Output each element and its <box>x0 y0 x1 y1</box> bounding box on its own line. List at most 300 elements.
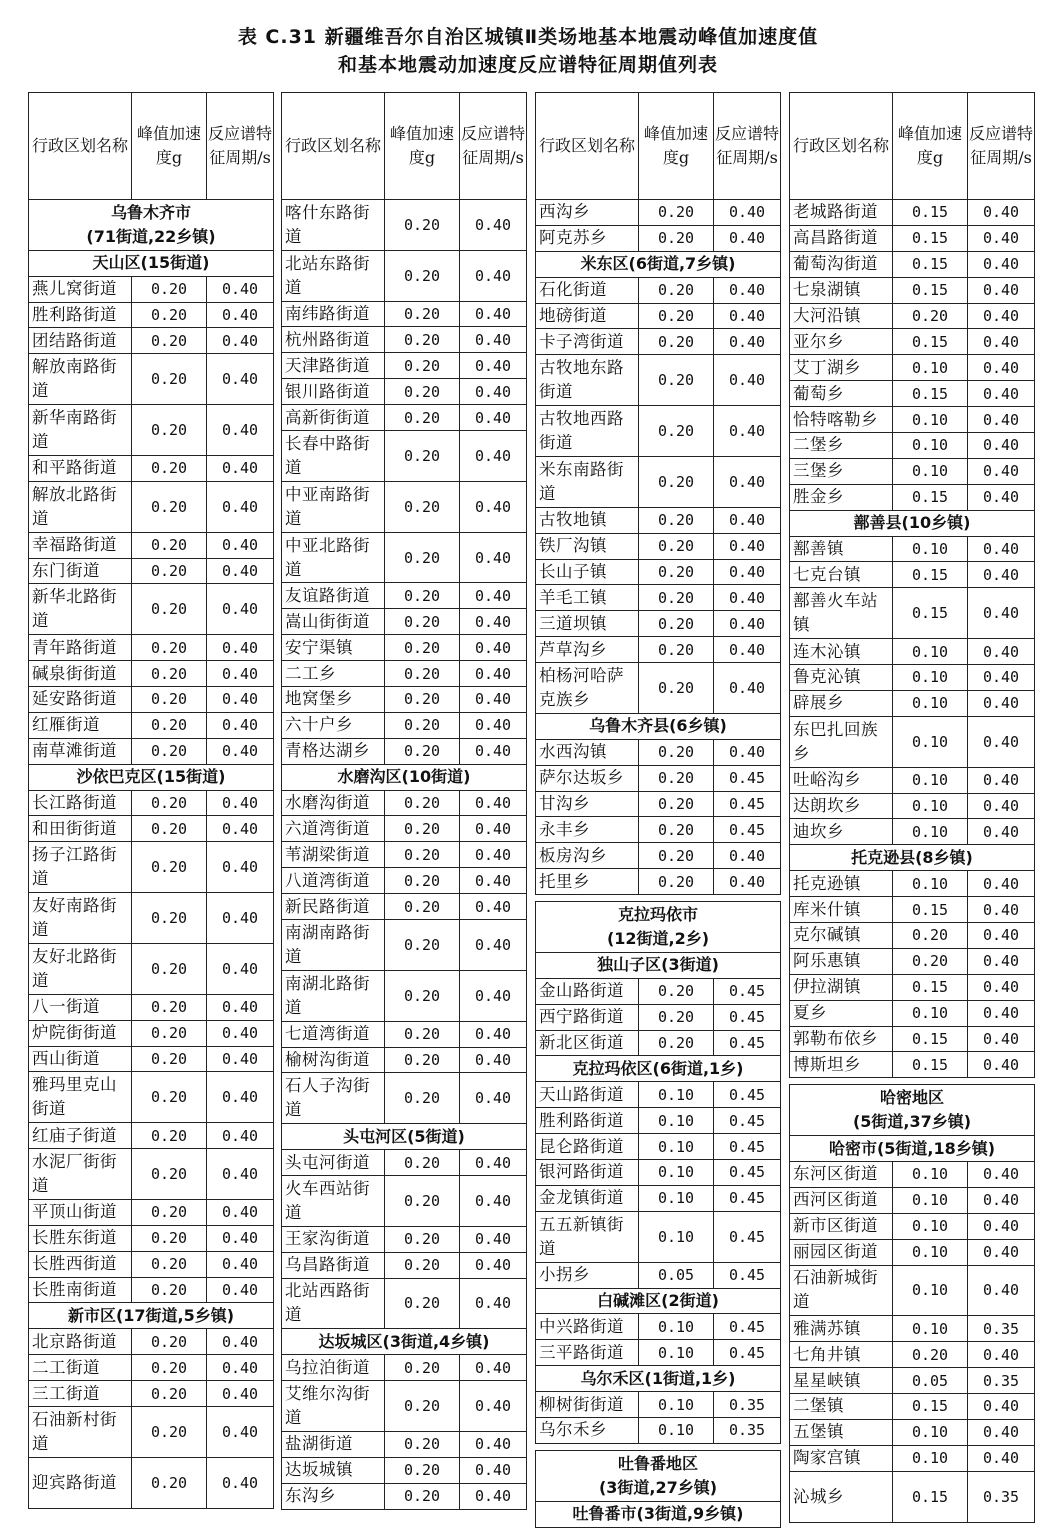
table-row <box>536 1185 781 1211</box>
pga-value: 0.15 <box>893 381 968 407</box>
table-row <box>536 1134 781 1160</box>
region-name: 五五新镇街道 <box>536 1211 639 1262</box>
period-value: 0.40 <box>968 484 1035 510</box>
table-row <box>29 1457 274 1508</box>
table-row <box>29 1072 274 1123</box>
region-name: 长胜东街道 <box>29 1225 132 1251</box>
period-value: 0.45 <box>714 1030 781 1056</box>
section-title: 吐鲁番地区 (3街道,27乡镇) <box>536 1450 781 1501</box>
table-row <box>29 455 274 481</box>
region-name: 中亚南路街道 <box>282 481 385 532</box>
table-row <box>282 1252 527 1278</box>
period-value: 0.40 <box>714 329 781 355</box>
pga-value: 0.20 <box>132 1225 207 1251</box>
region-name: 连木沁镇 <box>790 639 893 665</box>
table-row <box>536 843 781 869</box>
period-value: 0.40 <box>968 871 1035 897</box>
pga-value: 0.10 <box>893 871 968 897</box>
table-row <box>790 767 1035 793</box>
period-value: 0.40 <box>968 251 1035 277</box>
pga-value: 0.20 <box>385 1483 460 1509</box>
period-value: 0.40 <box>968 433 1035 459</box>
pga-value: 0.15 <box>893 562 968 588</box>
table-row <box>29 816 274 842</box>
table-row <box>536 817 781 843</box>
region-name: 东河区街道 <box>790 1162 893 1188</box>
period-value: 0.45 <box>714 1262 781 1288</box>
period-value: 0.40 <box>460 868 527 894</box>
region-name: 古牧地东路街道 <box>536 355 639 406</box>
region-name: 板房沟乡 <box>536 843 639 869</box>
table-row <box>282 894 527 920</box>
region-name: 托克逊镇 <box>790 871 893 897</box>
pga-value: 0.20 <box>385 379 460 405</box>
period-value: 0.40 <box>460 920 527 971</box>
table-row <box>29 1149 274 1200</box>
table-row <box>282 712 527 738</box>
table-row <box>282 1021 527 1047</box>
pga-value: 0.20 <box>639 303 714 329</box>
pga-value: 0.15 <box>893 1052 968 1078</box>
pga-value: 0.20 <box>385 1150 460 1176</box>
section-row <box>536 952 781 978</box>
period-value: 0.40 <box>460 1047 527 1073</box>
pga-value: 0.10 <box>893 355 968 381</box>
table-row <box>790 1445 1035 1471</box>
table-row <box>790 329 1035 355</box>
table-row <box>536 200 781 226</box>
table-row <box>282 661 527 687</box>
pga-value: 0.10 <box>893 407 968 433</box>
pga-value: 0.20 <box>893 922 968 948</box>
period-value: 0.40 <box>968 922 1035 948</box>
table-row <box>536 559 781 585</box>
pga-value: 0.20 <box>893 1342 968 1368</box>
table-column-1 <box>28 92 274 1509</box>
region-name: 长春中路街道 <box>282 431 385 482</box>
section-row <box>282 764 527 790</box>
section-title: 独山子区(3街道) <box>536 952 781 978</box>
region-name: 金龙镇街道 <box>536 1185 639 1211</box>
period-value: 0.40 <box>460 712 527 738</box>
pga-value: 0.05 <box>639 1262 714 1288</box>
table-row <box>29 1407 274 1458</box>
pga-value: 0.20 <box>132 738 207 764</box>
period-value: 0.40 <box>460 1021 527 1047</box>
region-name: 库米什镇 <box>790 897 893 923</box>
pga-value: 0.20 <box>385 583 460 609</box>
pga-value: 0.20 <box>385 353 460 379</box>
pga-value: 0.20 <box>132 1355 207 1381</box>
pga-value: 0.20 <box>132 558 207 584</box>
pga-value: 0.20 <box>385 1073 460 1124</box>
period-value: 0.40 <box>460 1073 527 1124</box>
region-name: 南草滩街道 <box>29 738 132 764</box>
period-value: 0.40 <box>207 790 274 816</box>
section-row <box>536 1450 781 1501</box>
table-row <box>536 739 781 765</box>
section-title: 鄯善县(10乡镇) <box>790 510 1035 536</box>
table-row <box>536 1392 781 1418</box>
table-row <box>536 791 781 817</box>
region-name: 大河沿镇 <box>790 303 893 329</box>
header-period: 反应谱特征周期/s <box>968 93 1035 200</box>
period-value: 0.40 <box>207 842 274 893</box>
region-name: 榆树沟街道 <box>282 1047 385 1073</box>
period-value: 0.40 <box>968 897 1035 923</box>
pga-value: 0.20 <box>639 355 714 406</box>
table-title-line2: 和基本地震动加速度反应谱特征周期值列表 <box>337 54 718 76</box>
region-name: 长江路街道 <box>29 790 132 816</box>
period-value: 0.40 <box>968 1394 1035 1420</box>
period-value: 0.40 <box>968 588 1035 639</box>
period-value: 0.40 <box>207 893 274 944</box>
table-row <box>790 1471 1035 1522</box>
pga-value: 0.10 <box>639 1160 714 1186</box>
period-value: 0.40 <box>460 1457 527 1483</box>
period-value: 0.40 <box>460 353 527 379</box>
period-value: 0.40 <box>460 1278 527 1329</box>
period-value: 0.40 <box>207 1355 274 1381</box>
period-value: 0.45 <box>714 1134 781 1160</box>
table-row <box>29 943 274 994</box>
table-row <box>536 1030 781 1056</box>
period-value: 0.40 <box>207 1251 274 1277</box>
section-row <box>790 845 1035 871</box>
region-name: 辟展乡 <box>790 690 893 716</box>
table-row <box>536 303 781 329</box>
table-row <box>29 584 274 635</box>
table-row <box>282 970 527 1021</box>
period-value: 0.40 <box>207 1046 274 1072</box>
region-name: 鄯善火车站镇 <box>790 588 893 639</box>
table-row <box>536 1004 781 1030</box>
period-value: 0.45 <box>714 817 781 843</box>
table-row <box>790 1187 1035 1213</box>
region-name: 七泉湖镇 <box>790 277 893 303</box>
table-row <box>536 585 781 611</box>
pga-value: 0.20 <box>385 894 460 920</box>
period-value: 0.40 <box>460 842 527 868</box>
region-name: 夏乡 <box>790 1000 893 1026</box>
table-row <box>790 793 1035 819</box>
section-title: 乌鲁木齐市 (71街道,22乡镇) <box>29 200 274 251</box>
pga-value: 0.20 <box>132 532 207 558</box>
pga-value: 0.20 <box>385 970 460 1021</box>
pga-value: 0.20 <box>639 978 714 1004</box>
table-row <box>536 1314 781 1340</box>
table-row <box>536 1160 781 1186</box>
pga-value: 0.20 <box>385 532 460 583</box>
section-title: 达坂城区(3街道,4乡镇) <box>282 1329 527 1355</box>
period-value: 0.40 <box>968 200 1035 226</box>
pga-value: 0.10 <box>893 1265 968 1316</box>
period-value: 0.40 <box>714 533 781 559</box>
header-row <box>282 93 527 200</box>
pga-value: 0.10 <box>893 690 968 716</box>
period-value: 0.40 <box>460 970 527 1021</box>
pga-value: 0.20 <box>132 302 207 328</box>
table-row <box>282 583 527 609</box>
pga-value: 0.20 <box>639 507 714 533</box>
region-name: 水磨沟街道 <box>282 790 385 816</box>
section-row <box>790 1085 1035 1136</box>
period-value: 0.40 <box>207 661 274 687</box>
table-row <box>282 816 527 842</box>
region-name: 西沟乡 <box>536 200 639 226</box>
pga-value: 0.15 <box>893 1394 968 1420</box>
pga-value: 0.10 <box>893 536 968 562</box>
period-value: 0.40 <box>460 816 527 842</box>
table-row <box>282 1355 527 1381</box>
table-column-4 <box>789 92 1035 1523</box>
region-name: 安宁渠镇 <box>282 635 385 661</box>
region-name: 葡萄乡 <box>790 381 893 407</box>
region-name: 东门街道 <box>29 558 132 584</box>
table-row <box>29 1123 274 1149</box>
pga-value: 0.20 <box>132 893 207 944</box>
region-name: 乌昌路街道 <box>282 1252 385 1278</box>
header-period: 反应谱特征周期/s <box>207 93 274 200</box>
period-value: 0.35 <box>968 1368 1035 1394</box>
section-title: 克拉玛依区(6街道,1乡) <box>536 1056 781 1082</box>
period-value: 0.40 <box>968 690 1035 716</box>
pga-value: 0.20 <box>639 637 714 663</box>
region-name: 高新街街道 <box>282 405 385 431</box>
region-name: 小拐乡 <box>536 1262 639 1288</box>
table-row <box>282 1150 527 1176</box>
region-name: 盐湖街道 <box>282 1431 385 1457</box>
region-name: 艾丁湖乡 <box>790 355 893 381</box>
region-name: 头屯河街道 <box>282 1150 385 1176</box>
period-value: 0.40 <box>460 1381 527 1432</box>
pga-value: 0.20 <box>132 405 207 456</box>
period-value: 0.45 <box>714 1211 781 1262</box>
period-value: 0.40 <box>968 1342 1035 1368</box>
period-value: 0.40 <box>207 481 274 532</box>
pga-value: 0.20 <box>132 943 207 994</box>
region-name: 六道湾街道 <box>282 816 385 842</box>
region-name: 西河区街道 <box>790 1187 893 1213</box>
pga-value: 0.20 <box>132 790 207 816</box>
pga-value: 0.10 <box>893 793 968 819</box>
pga-value: 0.20 <box>639 277 714 303</box>
period-value: 0.40 <box>207 1199 274 1225</box>
pga-value: 0.10 <box>639 1392 714 1418</box>
region-name: 艾维尔沟街道 <box>282 1381 385 1432</box>
period-value: 0.40 <box>968 381 1035 407</box>
table-row <box>29 405 274 456</box>
pga-value: 0.20 <box>893 948 968 974</box>
pga-value: 0.20 <box>639 559 714 585</box>
region-name: 柳树街街道 <box>536 1392 639 1418</box>
period-value: 0.40 <box>714 559 781 585</box>
section-title: 哈密地区 (5街道,37乡镇) <box>790 1085 1035 1136</box>
section-row <box>536 1056 781 1082</box>
region-name: 羊毛工镇 <box>536 585 639 611</box>
table-row <box>790 1265 1035 1316</box>
period-value: 0.40 <box>714 355 781 406</box>
region-name: 石化街道 <box>536 277 639 303</box>
pga-value: 0.20 <box>385 635 460 661</box>
table-row <box>790 897 1035 923</box>
period-value: 0.40 <box>714 637 781 663</box>
region-name: 扬子江路街道 <box>29 842 132 893</box>
pga-value: 0.20 <box>385 816 460 842</box>
header-name: 行政区划名称 <box>29 93 132 200</box>
region-name: 三道坝镇 <box>536 611 639 637</box>
pga-value: 0.20 <box>385 920 460 971</box>
header-pga: 峰值加速度g <box>385 93 460 200</box>
region-name: 红雁街道 <box>29 712 132 738</box>
data-table <box>28 92 274 1509</box>
period-value: 0.45 <box>714 1314 781 1340</box>
table-row <box>29 302 274 328</box>
period-value: 0.40 <box>460 1175 527 1226</box>
period-value: 0.40 <box>460 1150 527 1176</box>
region-name: 新华南路街道 <box>29 405 132 456</box>
section-row <box>536 1288 781 1314</box>
pga-value: 0.15 <box>893 1471 968 1522</box>
table-row <box>29 1225 274 1251</box>
period-value: 0.45 <box>714 765 781 791</box>
table-row <box>790 588 1035 639</box>
table-row <box>790 922 1035 948</box>
table-row <box>29 1381 274 1407</box>
pga-value: 0.20 <box>132 455 207 481</box>
section-row <box>29 764 274 790</box>
region-name: 克尔碱镇 <box>790 922 893 948</box>
table-row <box>536 1340 781 1366</box>
table-row <box>29 1199 274 1225</box>
period-value: 0.40 <box>460 405 527 431</box>
period-value: 0.40 <box>968 1239 1035 1265</box>
table-row <box>282 687 527 713</box>
period-value: 0.40 <box>968 819 1035 845</box>
table-row <box>282 868 527 894</box>
period-value: 0.40 <box>207 276 274 302</box>
data-table <box>789 1084 1035 1522</box>
table-row <box>790 1342 1035 1368</box>
region-name: 恰特喀勒乡 <box>790 407 893 433</box>
region-name: 友好南路街道 <box>29 893 132 944</box>
region-name: 萨尔达坂乡 <box>536 765 639 791</box>
period-value: 0.45 <box>714 1160 781 1186</box>
period-value: 0.40 <box>460 609 527 635</box>
region-name: 和平路街道 <box>29 455 132 481</box>
region-name: 长胜南街道 <box>29 1277 132 1303</box>
region-name: 碱泉街街道 <box>29 661 132 687</box>
pga-value: 0.10 <box>893 716 968 767</box>
pga-value: 0.20 <box>385 250 460 301</box>
period-value: 0.40 <box>207 816 274 842</box>
pga-value: 0.10 <box>639 1108 714 1134</box>
region-name: 古牧地镇 <box>536 507 639 533</box>
period-value: 0.40 <box>207 558 274 584</box>
table-row <box>790 1213 1035 1239</box>
table-row <box>790 536 1035 562</box>
pga-value: 0.20 <box>132 1046 207 1072</box>
period-value: 0.40 <box>714 456 781 507</box>
pga-value: 0.10 <box>639 1417 714 1443</box>
pga-value: 0.20 <box>639 1004 714 1030</box>
period-value: 0.40 <box>460 1226 527 1252</box>
table-row <box>536 355 781 406</box>
region-name: 星星峡镇 <box>790 1368 893 1394</box>
region-name: 三平路街道 <box>536 1340 639 1366</box>
region-name: 阿乐惠镇 <box>790 948 893 974</box>
table-row <box>536 637 781 663</box>
period-value: 0.40 <box>207 1457 274 1508</box>
pga-value: 0.20 <box>132 1457 207 1508</box>
section-row <box>536 902 781 953</box>
section-title: 天山区(15街道) <box>29 250 274 276</box>
pga-value: 0.20 <box>639 225 714 251</box>
header-name: 行政区划名称 <box>536 93 639 200</box>
period-value: 0.40 <box>207 584 274 635</box>
table-row <box>282 250 527 301</box>
pga-value: 0.20 <box>385 1278 460 1329</box>
table-row <box>790 277 1035 303</box>
region-name: 王家沟街道 <box>282 1226 385 1252</box>
table-row <box>282 635 527 661</box>
table-row <box>790 225 1035 251</box>
pga-value: 0.10 <box>893 1162 968 1188</box>
table-row <box>790 1239 1035 1265</box>
period-value: 0.40 <box>460 1483 527 1509</box>
table-title-line1: 表 C.31 新疆维吾尔自治区城镇Ⅱ类场地基本地震动峰值加速度值 <box>237 26 819 48</box>
region-name: 青年路街道 <box>29 635 132 661</box>
table-row <box>790 1026 1035 1052</box>
region-name: 东沟乡 <box>282 1483 385 1509</box>
table-row <box>282 738 527 764</box>
section-row <box>29 1303 274 1329</box>
region-name: 达朗坎乡 <box>790 793 893 819</box>
pga-value: 0.10 <box>893 1187 968 1213</box>
pga-value: 0.20 <box>132 276 207 302</box>
region-name: 雅满苏镇 <box>790 1316 893 1342</box>
pga-value: 0.10 <box>639 1211 714 1262</box>
pga-value: 0.15 <box>893 1026 968 1052</box>
period-value: 0.40 <box>207 687 274 713</box>
region-name: 鲁克沁镇 <box>790 665 893 691</box>
pga-value: 0.20 <box>639 817 714 843</box>
pga-value: 0.20 <box>132 584 207 635</box>
section-row <box>790 510 1035 536</box>
table-row <box>282 532 527 583</box>
period-value: 0.35 <box>968 1471 1035 1522</box>
section-title: 克拉玛依市 (12街道,2乡) <box>536 902 781 953</box>
pga-value: 0.15 <box>893 225 968 251</box>
period-value: 0.40 <box>714 663 781 714</box>
region-name: 解放南路街道 <box>29 354 132 405</box>
period-value: 0.40 <box>714 585 781 611</box>
period-value: 0.40 <box>968 1026 1035 1052</box>
table-row <box>29 712 274 738</box>
pga-value: 0.20 <box>385 1252 460 1278</box>
table-row <box>282 1226 527 1252</box>
pga-value: 0.20 <box>132 1149 207 1200</box>
section-row <box>536 251 781 277</box>
pga-value: 0.20 <box>385 790 460 816</box>
section-title: 白碱滩区(2街道) <box>536 1288 781 1314</box>
pga-value: 0.10 <box>639 1134 714 1160</box>
table-row <box>29 328 274 354</box>
region-name: 火车西站街道 <box>282 1175 385 1226</box>
table-row <box>790 871 1035 897</box>
section-title: 哈密市(5街道,18乡镇) <box>790 1136 1035 1162</box>
region-name: 天山路街道 <box>536 1082 639 1108</box>
